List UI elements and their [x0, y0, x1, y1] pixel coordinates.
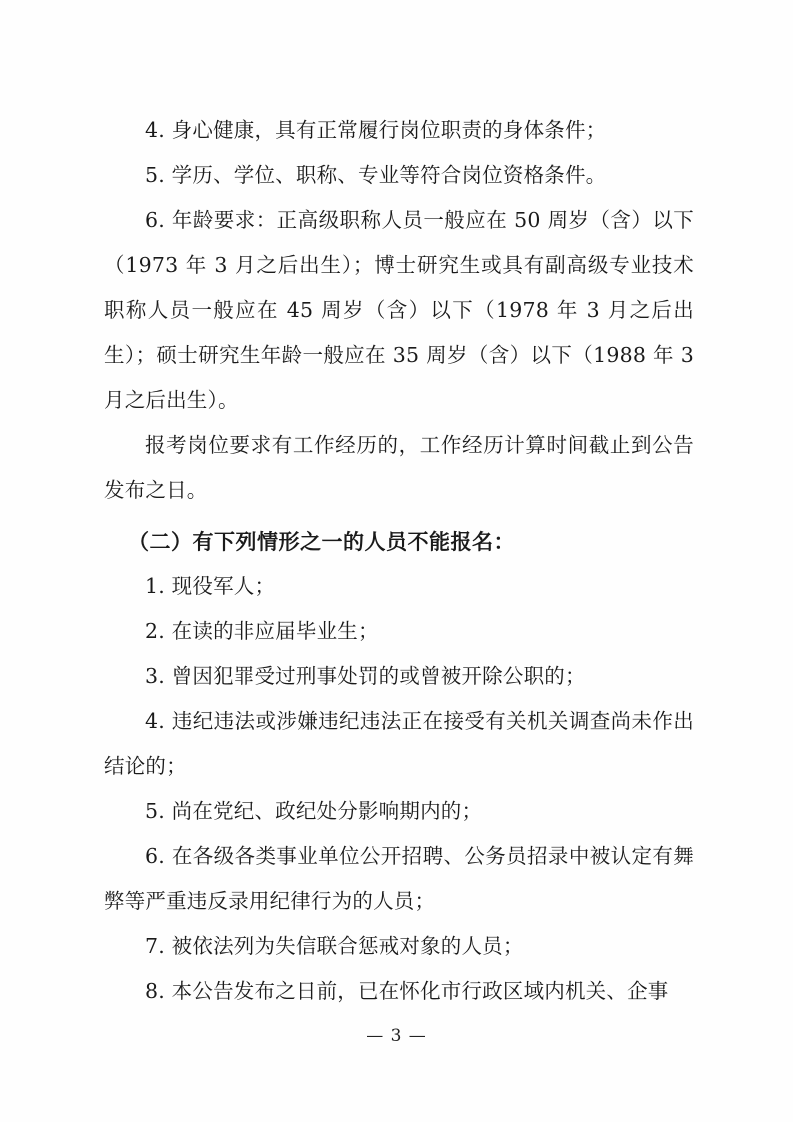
- exclusion-item-5: 5. 尚在党纪、政纪处分影响期内的；: [145, 799, 483, 823]
- exclusion-item-1: 1. 现役军人；: [145, 574, 276, 598]
- paragraph-item-5: 5. 学历、学位、职称、专业等符合岗位资格条件。: [145, 163, 607, 187]
- exclusion-item-2: 2. 在读的非应届毕业生；: [145, 619, 379, 643]
- page-number: — 3 —: [366, 1026, 427, 1046]
- exclusion-item-6: 6. 在各级各类事业单位公开招聘、公务员招录中被认定有舞弊等严重违反录用纪律行为的人员；: [104, 844, 694, 913]
- document-body: [104, 108, 694, 1014]
- section-heading-exclusions: （二）有下列情形之一的人员不能报名：: [128, 529, 515, 554]
- exclusion-item-4: 4. 违纪违法或涉嫌违纪违法正在接受有关机关调查尚未作出结论的；: [104, 709, 694, 778]
- paragraph-item-4: 4. 身心健康，具有正常履行岗位职责的身体条件；: [145, 118, 607, 142]
- exclusion-item-7: 7. 被依法列为失信联合惩戒对象的人员；: [145, 934, 524, 958]
- exclusion-item-8: 8. 本公告发布之日前，已在怀化市行政区域内机关、企事: [145, 979, 669, 1003]
- paragraph-work-experience: 报考岗位要求有工作经历的，工作经历计算时间截止到公告发布之日。: [104, 433, 694, 502]
- exclusion-item-3: 3. 曾因犯罪受过刑事处罚的或曾被开除公职的；: [145, 664, 586, 688]
- paragraph-item-6: 6. 年龄要求：正高级职称人员一般应在 50 周岁（含）以下（1973 年 3 月之后出生）；博士研究生或具有副高级专业技术职称人员一般应在 45 周岁（含）以下（1978 年 3 月之后出生）；硕士研究生年龄一般应在 35 周岁（含）以下（1988 年 3 月之后出生）。: [104, 208, 694, 412]
